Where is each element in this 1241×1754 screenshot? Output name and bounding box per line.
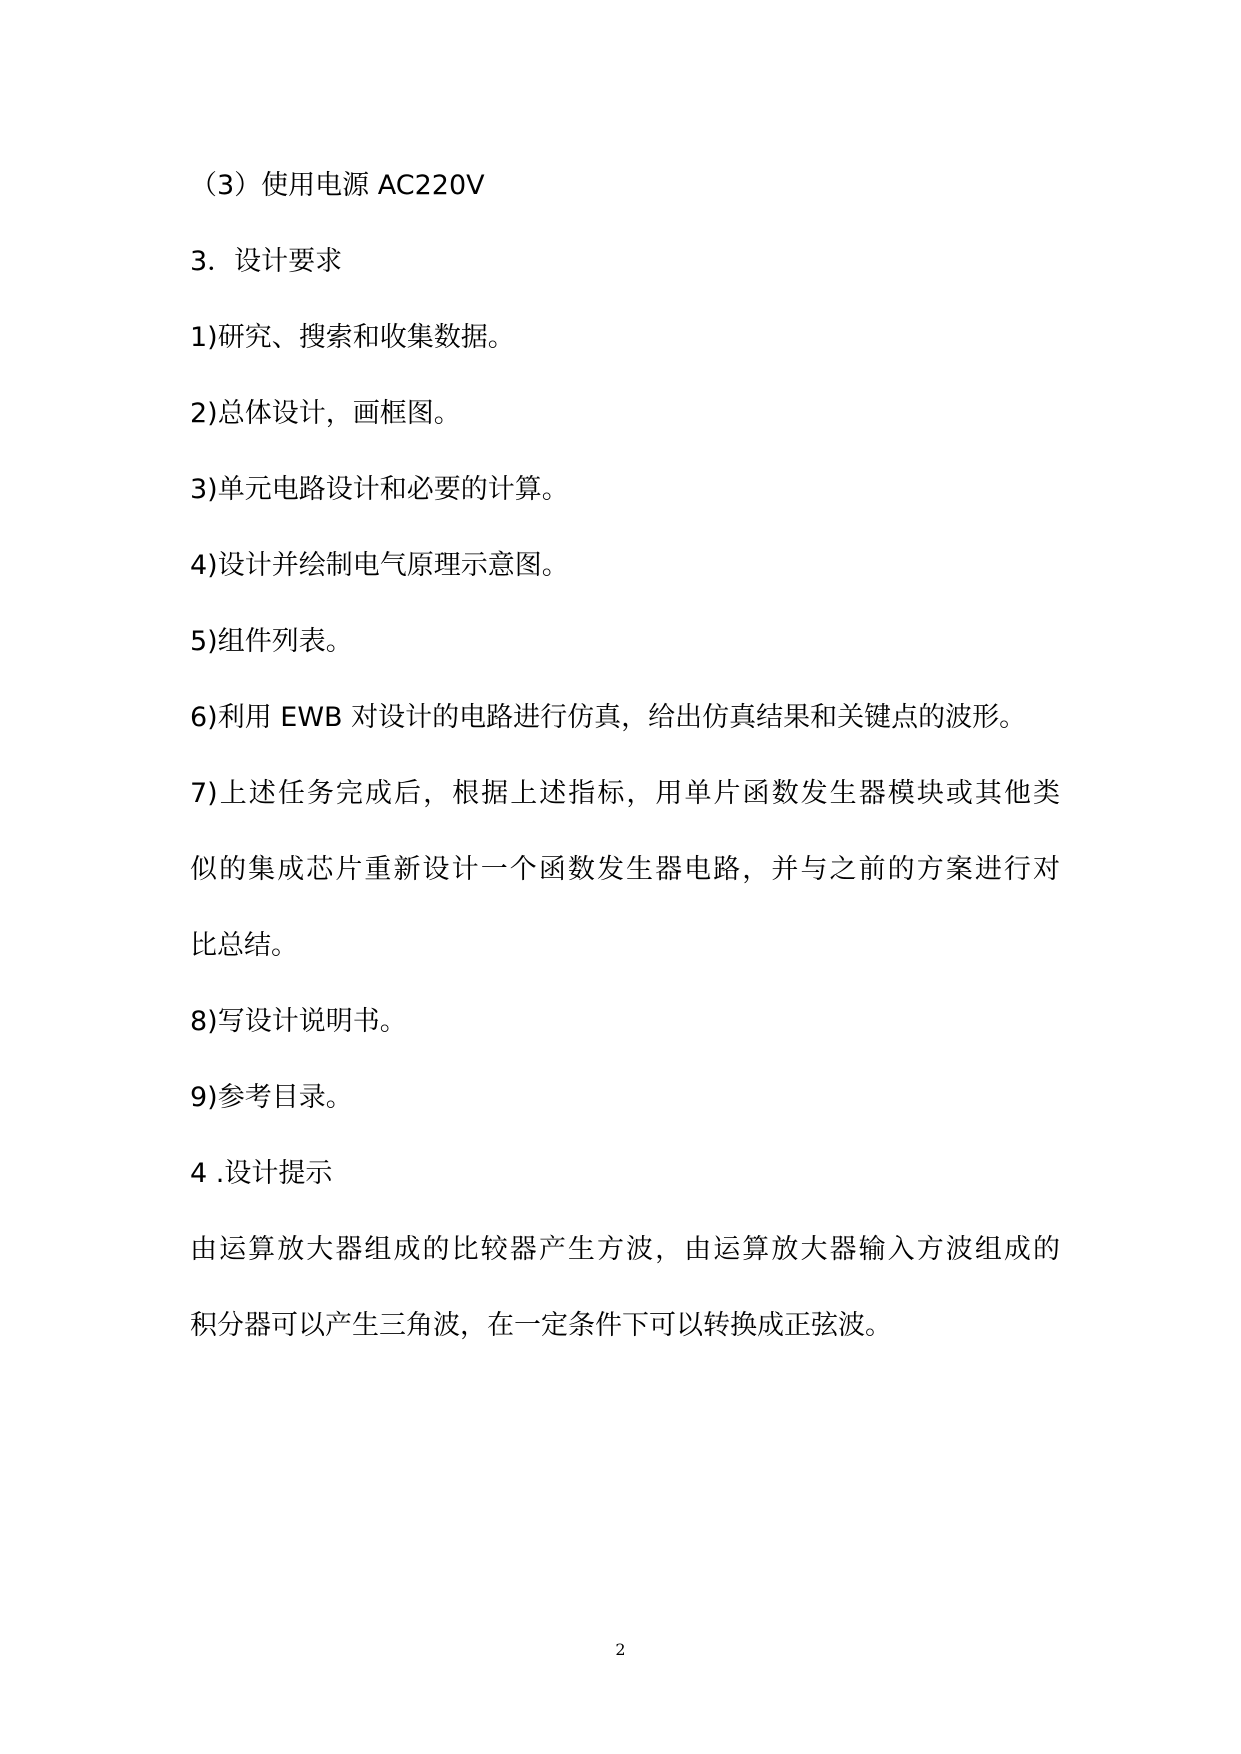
requirement-item-6: 6)利用 EWB 对设计的电路进行仿真，给出仿真结果和关键点的波形。 <box>190 702 1027 733</box>
requirement-item-7-line-1: 7)上述任务完成后，根据上述指标，用单片函数发生器模块或其他类 <box>190 778 1060 809</box>
requirement-item-8: 8)写设计说明书。 <box>190 1006 407 1037</box>
requirement-item-3: 3)单元电路设计和必要的计算。 <box>190 474 569 505</box>
requirement-item-4: 4)设计并绘制电气原理示意图。 <box>190 550 569 581</box>
requirement-item-2: 2)总体设计，画框图。 <box>190 398 461 429</box>
requirement-item-7-line-2: 似的集成芯片重新设计一个函数发生器电路，并与之前的方案进行对 <box>190 854 1060 885</box>
design-hint-line-2: 积分器可以产生三角波，在一定条件下可以转换成正弦波。 <box>190 1310 892 1341</box>
document-body <box>190 148 1060 1364</box>
requirement-item-1: 1)研究、搜索和收集数据。 <box>190 322 515 353</box>
requirement-item-5: 5)组件列表。 <box>190 626 353 657</box>
section-heading-design-hints: 4 .设计提示 <box>190 1158 333 1189</box>
design-hint-line-1: 由运算放大器组成的比较器产生方波，由运算放大器输入方波组成的 <box>190 1234 1060 1265</box>
section-heading-design-requirements: 3．设计要求 <box>190 246 343 277</box>
page-number: 2 <box>615 1640 626 1659</box>
requirement-item-7-line-3: 比总结。 <box>190 930 298 961</box>
requirement-item-9: 9)参考目录。 <box>190 1082 353 1113</box>
power-supply-line: （3）使用电源 AC220V <box>190 170 485 201</box>
